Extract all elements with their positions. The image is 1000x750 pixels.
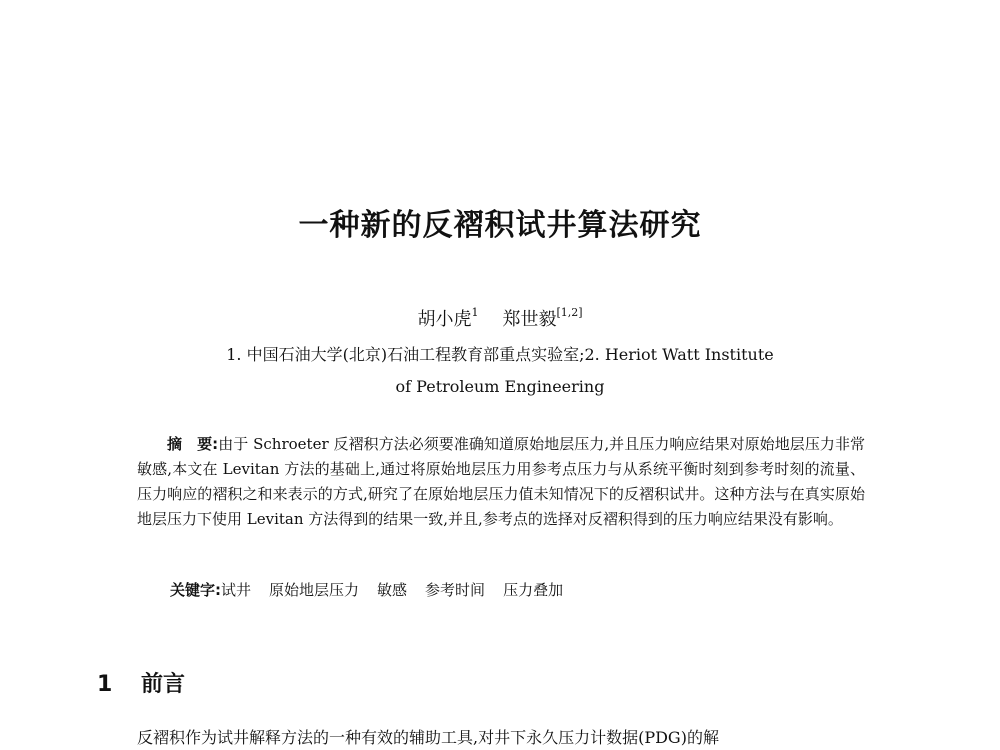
keywords: [170, 578, 870, 603]
keyword: 试井: [221, 581, 252, 599]
affiliation-line-1: 1. 中国石油大学(北京)石油工程教育部重点实验室;2. Heriot Watt Institute: [226, 345, 774, 364]
body-paragraph: 反褶积作为试井解释方法的一种有效的辅助工具,对井下永久压力计数据(PDG)的解: [137, 728, 719, 747]
keywords-label: 关键字:: [170, 581, 221, 599]
author-name: 胡小虎: [417, 309, 472, 330]
author-affiliation-mark: 1: [471, 306, 479, 319]
abstract-text: 由于 Schroeter 反褶积方法必须要准确知道原始地层压力,并且压力响应结果对原始地层压力非常敏感,本文在 Levitan 方法的基础上,通过将原始地层压力用参考点压力与从系统平衡时刻到参考时刻的流量、压力响应的褶积之和来表示的方式,研究了在原始地层压力值未知情况下的反褶积试井。这种方法与在真实原始地层压力下使用 Levitan 方法得到的结果一致,并且,参考点的选择对反褶积得到的压力响应结果没有影响。: [137, 435, 865, 528]
author-name: 郑世毅: [502, 309, 557, 330]
keyword: 参考时间: [425, 581, 486, 599]
keyword: 原始地层压力: [269, 581, 360, 599]
abstract-label: 摘 要:: [167, 435, 219, 453]
section-number: 1: [97, 672, 113, 697]
author-line: [0, 306, 1000, 334]
abstract: [137, 432, 865, 532]
keyword: 敏感: [377, 581, 408, 599]
paper-title: 一种新的反褶积试井算法研究: [298, 208, 702, 243]
section-heading: [97, 668, 185, 702]
author-affiliation-mark: [1,2]: [556, 306, 583, 319]
section-title: 前言: [141, 672, 186, 697]
affiliation-line-2: of Petroleum Engineering: [395, 377, 605, 396]
keyword: 压力叠加: [503, 581, 564, 599]
